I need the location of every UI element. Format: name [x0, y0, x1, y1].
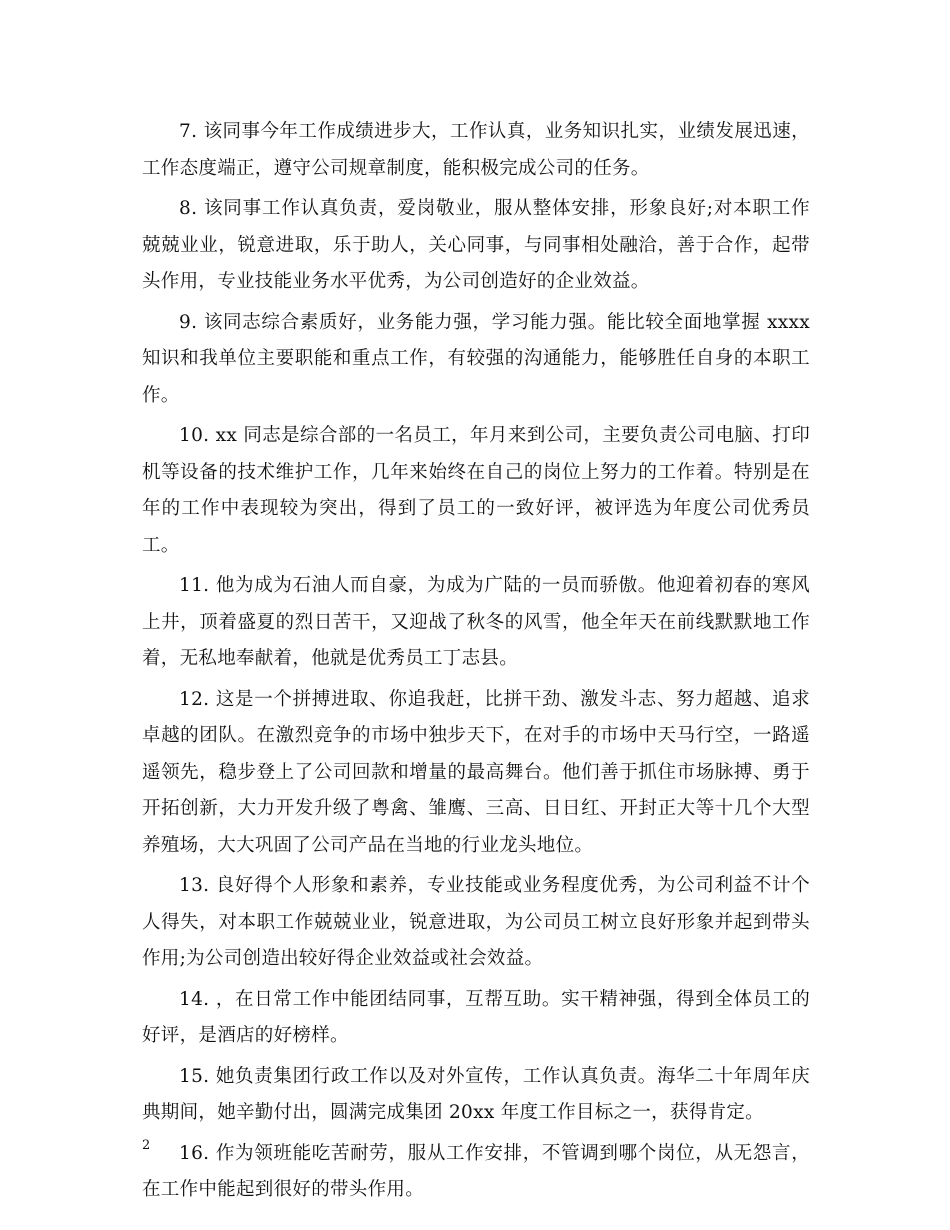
paragraph-16: 16. 作为领班能吃苦耐劳，服从工作安排，不管调到哪个岗位，从无怨言，在工作中能起到很好的带头作用。: [142, 1142, 810, 1200]
paragraph-7: 7. 该同事今年工作成绩进步大，工作认真，业务知识扎实，业绩发展迅速，工作态度端正，遵守公司规章制度，能积极完成公司的任务。: [142, 121, 810, 179]
paragraph-9: 9. 该同志综合素质好，业务能力强，学习能力强。能比较全面地掌握 xxxx 知识和我单位主要职能和重点工作，有较强的沟通能力，能够胜任自身的本职工作。: [142, 311, 810, 406]
paragraph-13: 13. 良好得个人形象和素养，专业技能或业务程度优秀，为公司利益不计个人得失，对本职工作兢兢业业，锐意进取，为公司员工树立良好形象并起到带头作用;为公司创造出较好得企业效益或社会效益。: [142, 875, 810, 969]
page-number: 2: [142, 1138, 151, 1153]
paragraph-11: 11. 他为成为石油人而自豪，为成为广陆的一员而骄傲。他迎着初春的寒风上井，顶着盛夏的烈日苦干，又迎战了秋冬的风雪，他全年天在前线默默地工作着，无私地奉献着，他就是优秀员工丁志县。: [142, 575, 810, 669]
paragraph-14: 14. ，在日常工作中能团结同事，互帮互助。实干精神强，得到全体员工的好评，是酒店的好榜样。: [142, 988, 810, 1046]
paragraph-10: 10. xx 同志是综合部的一名员工，年月来到公司，主要负责公司电脑、打印机等设备的技术维护工作，几年来始终在自己的岗位上努力的工作着。特别是在年的工作中表现较为突出，得到了员工的一致好评，被评选为年度公司优秀员工。: [142, 425, 810, 556]
document-body: [142, 114, 810, 1213]
paragraph-8: 8. 该同事工作认真负责，爱岗敬业，服从整体安排，形象良好;对本职工作兢兢业业，锐意进取，乐于助人，关心同事，与同事相处融洽，善于合作，起带头作用，专业技能业务水平优秀，为公司创造好的企业效益。: [142, 198, 810, 292]
paragraph-15: 15. 她负责集团行政工作以及对外宣传，工作认真负责。海华二十年周年庆典期间，她辛勤付出，圆满完成集团 20xx 年度工作目标之一，获得肯定。: [142, 1065, 810, 1123]
paragraph-12: 12. 这是一个拼搏进取、你追我赶，比拼干劲、激发斗志、努力超越、追求卓越的团队。在激烈竞争的市场中独步天下，在对手的市场中天马行空，一路遥遥领先，稳步登上了公司回款和增量的最高舞台。他们善于抓住市场脉搏、勇于开拓创新，大力开发升级了粤禽、雏鹰、三高、日日红、开封正大等十几个大型养殖场，大大巩固了公司产品在当地的行业龙头地位。: [142, 688, 810, 856]
